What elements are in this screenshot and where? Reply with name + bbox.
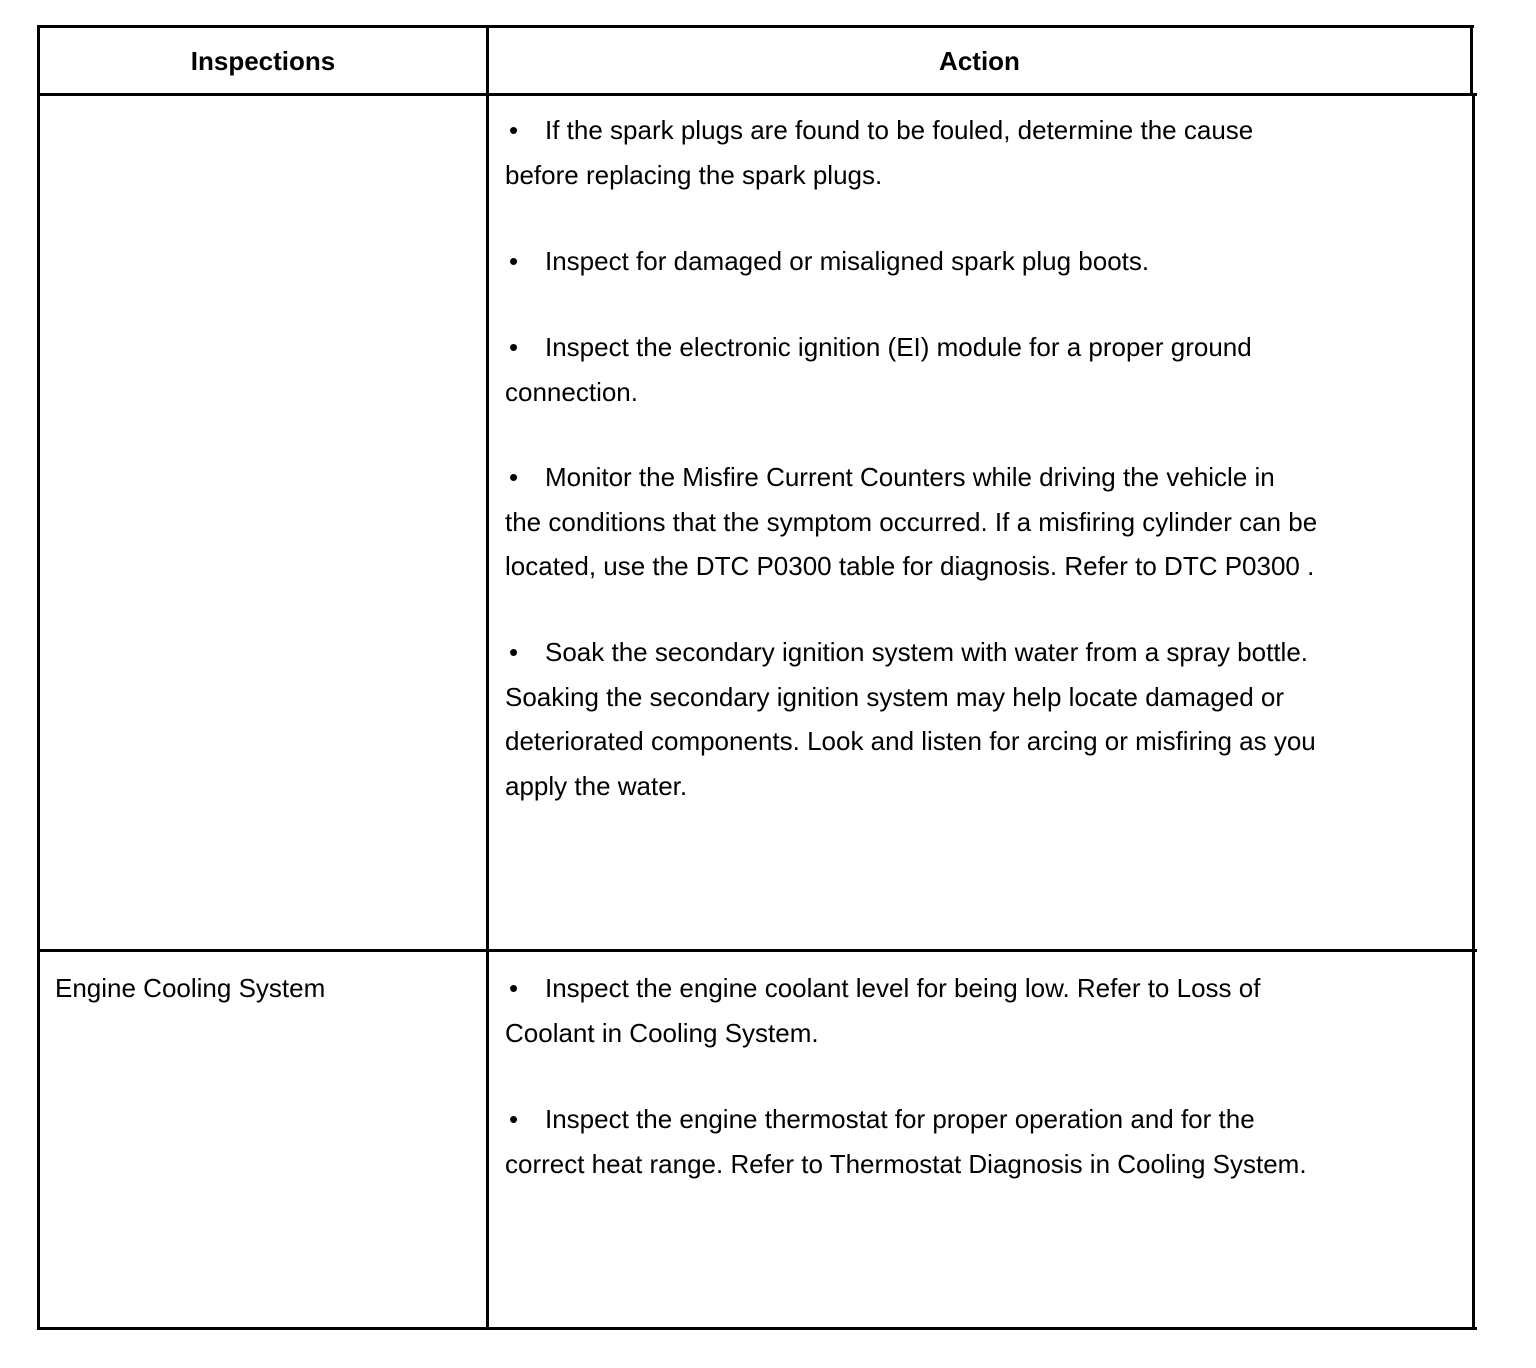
row1-action-2 xyxy=(505,239,1385,284)
row2-action-2 xyxy=(505,1097,1385,1186)
row2-inspection: Engine Cooling System xyxy=(55,973,326,1003)
bullet-icon: • xyxy=(509,637,519,667)
header-action: Action xyxy=(939,46,1020,76)
table-top-border xyxy=(37,25,1474,28)
header-bottom-border xyxy=(37,93,1477,96)
bullet-icon: • xyxy=(509,246,519,276)
action-continuation: connection. xyxy=(505,376,638,407)
column-divider xyxy=(486,25,489,1330)
table-right-border xyxy=(1470,25,1473,95)
header-inspections: Inspections xyxy=(190,46,336,76)
action-text: Inspect the engine coolant level for being low. Refer to Loss of xyxy=(545,973,1261,1003)
row2-action-1 xyxy=(505,966,1385,1055)
action-text: Monitor the Misfire Current Counters while driving the vehicle in xyxy=(545,462,1275,492)
action-text: Inspect the electronic ignition (EI) module for a proper ground xyxy=(545,332,1252,362)
bullet-icon: • xyxy=(509,332,519,362)
action-continuation: the conditions that the symptom occurred. If a misfiring cylinder can be located, use the DTC P0300 table for diagnosis. Refer to DTC P0300 . xyxy=(505,506,1318,581)
action-text: Soak the secondary ignition system with water from a spray bottle. xyxy=(545,637,1309,667)
bullet-icon: • xyxy=(509,115,519,145)
row1-action-1 xyxy=(505,108,1385,197)
action-text: If the spark plugs are found to be fouled, determine the cause xyxy=(545,115,1254,145)
bullet-icon: • xyxy=(509,973,519,1003)
table-left-border xyxy=(37,25,40,1330)
row1-action-4 xyxy=(505,455,1385,589)
action-continuation: Coolant in Cooling System. xyxy=(505,1017,819,1048)
action-text: Inspect the engine thermostat for proper operation and for the xyxy=(545,1104,1255,1134)
row1-action-3 xyxy=(505,325,1385,414)
action-continuation: correct heat range. Refer to Thermostat Diagnosis in Cooling System. xyxy=(505,1148,1307,1179)
action-continuation: before replacing the spark plugs. xyxy=(505,159,883,190)
table-right-border-body xyxy=(1472,93,1475,1330)
table-bottom-border xyxy=(37,1327,1477,1330)
action-text: Inspect for damaged or misaligned spark plug boots. xyxy=(545,246,1150,276)
action-continuation: Soaking the secondary ignition system may help locate damaged or deteriorated components. Look and listen for arcing or misfiring as you apply the water. xyxy=(505,681,1316,801)
bullet-icon: • xyxy=(509,462,519,492)
row1-action-5 xyxy=(505,630,1385,808)
row-divider xyxy=(37,949,1477,952)
bullet-icon: • xyxy=(509,1104,519,1134)
